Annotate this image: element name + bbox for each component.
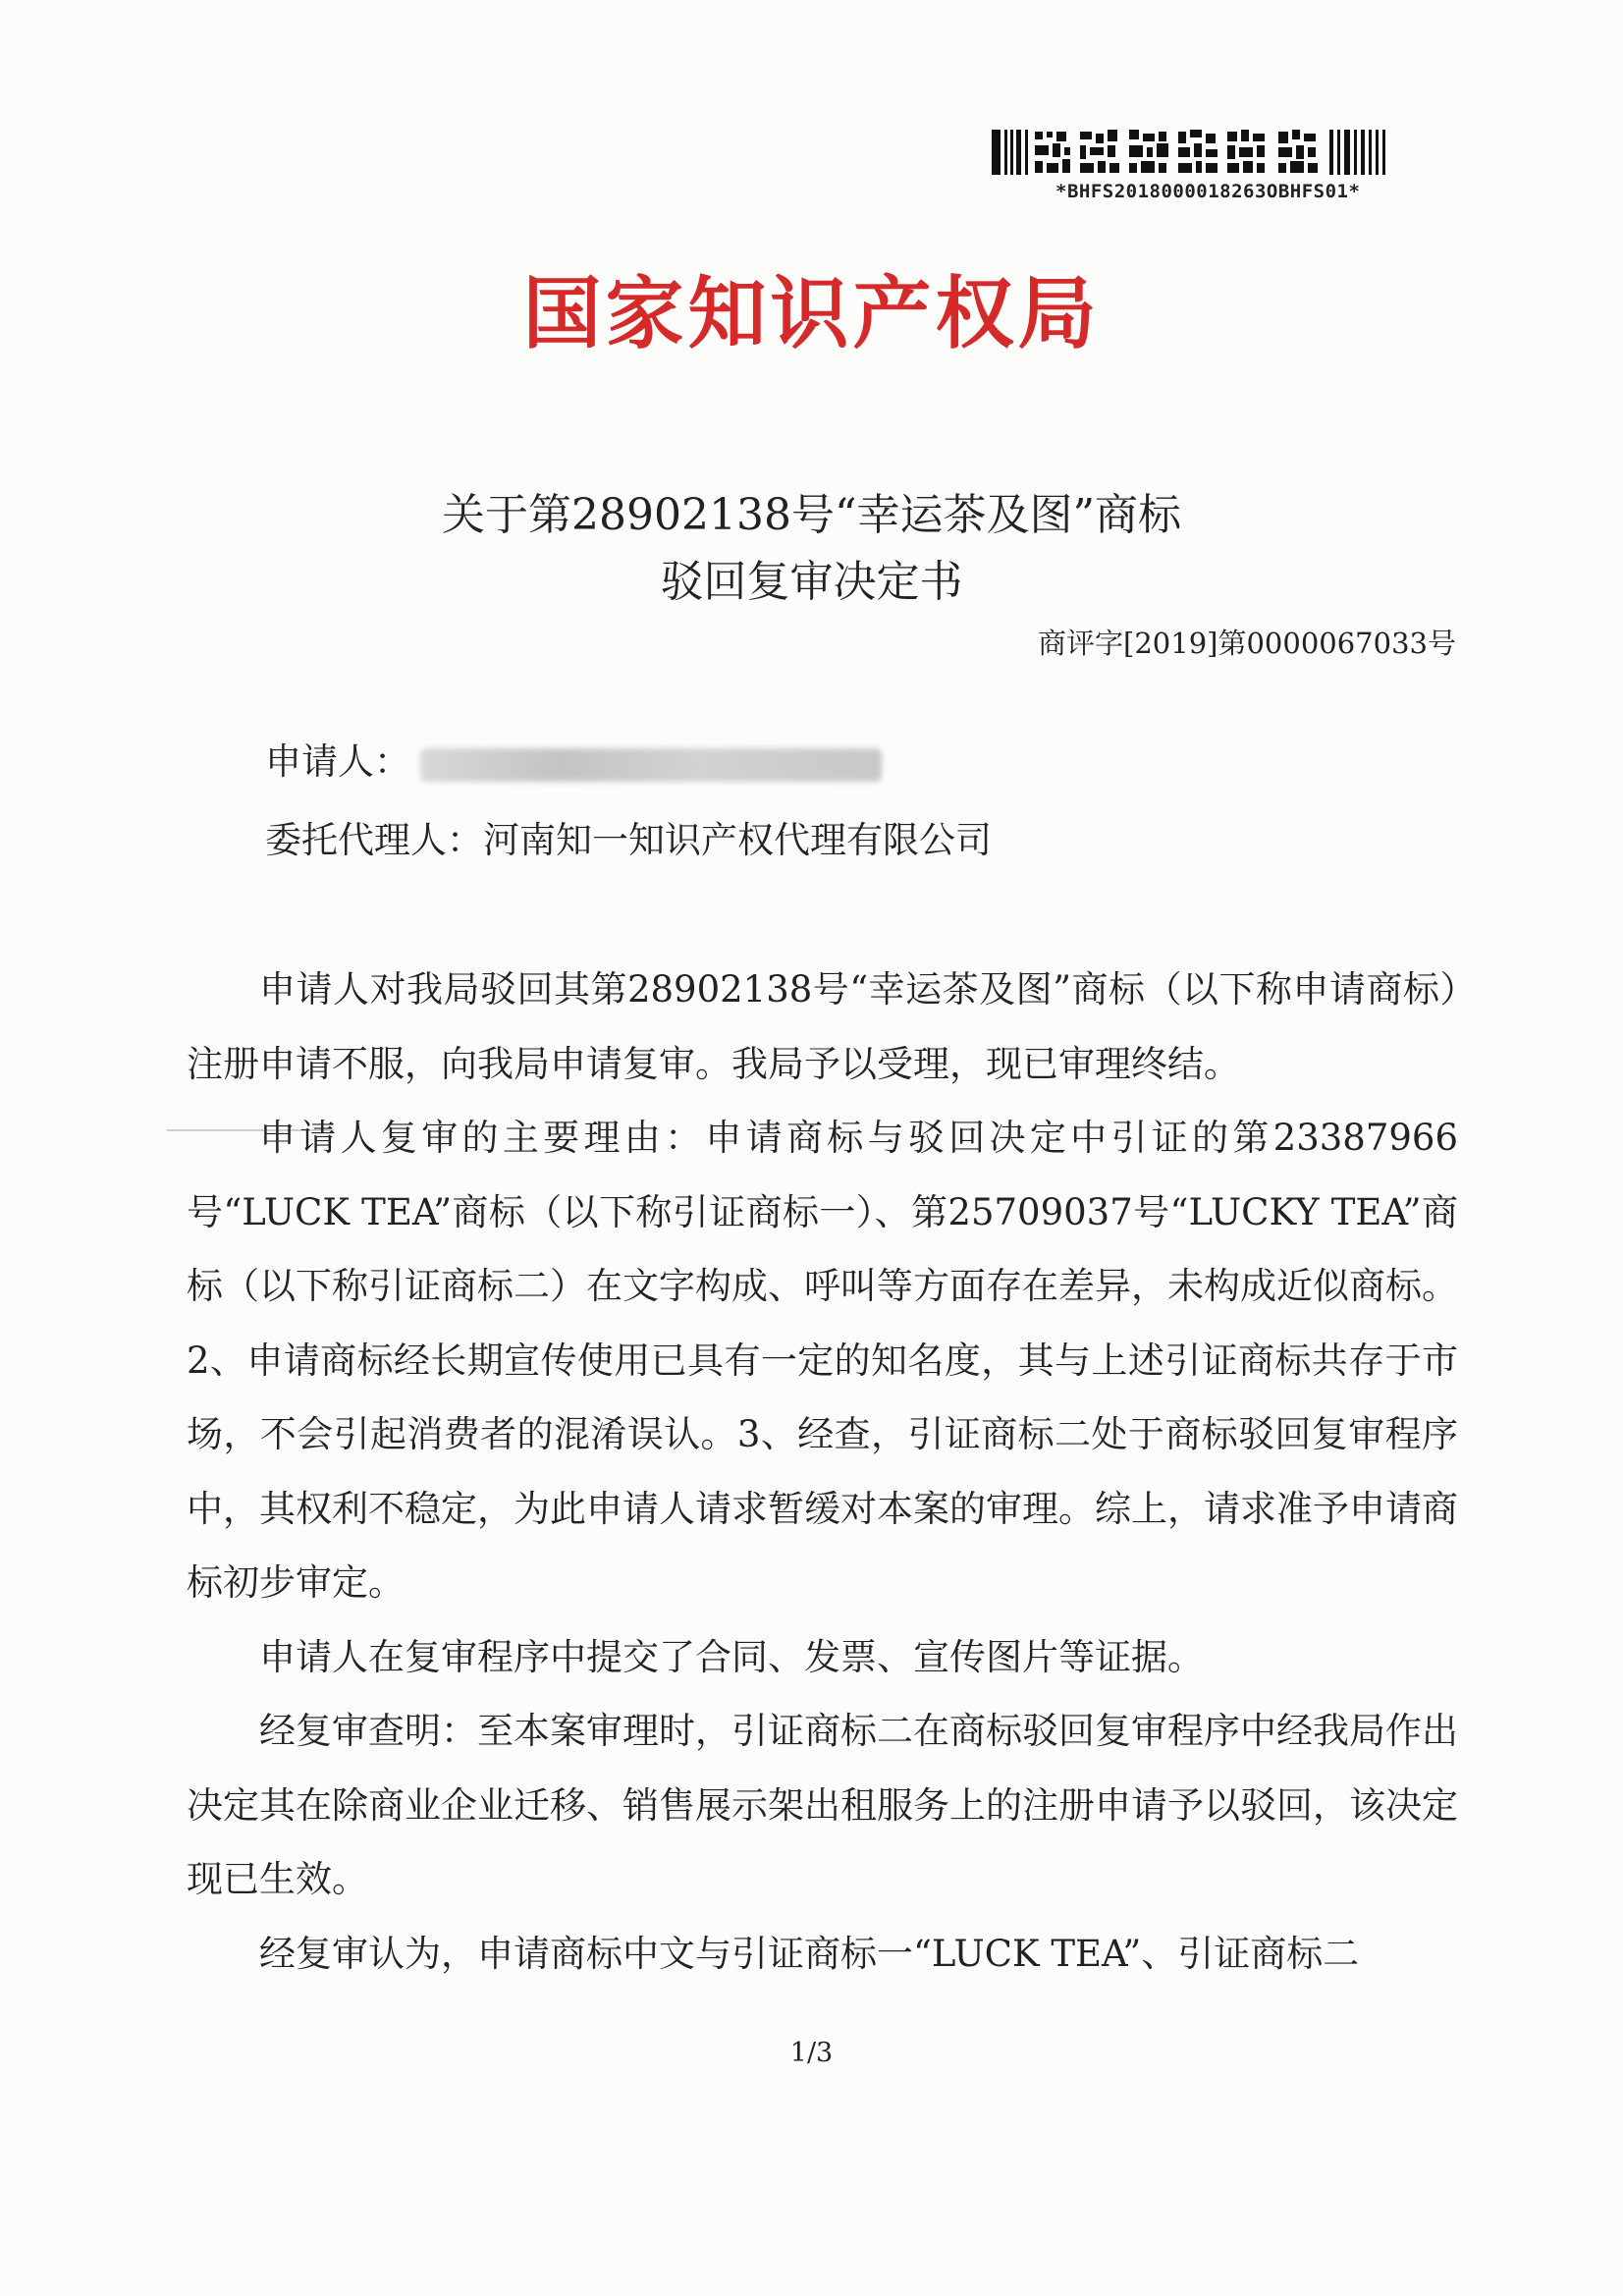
document-title-line2: 驳回复审决定书 xyxy=(660,557,963,607)
barcode-text: *BHFS2018000018263OBHFS01* xyxy=(1055,181,1361,202)
paragraph: 申请人在复审程序中提交了合同、发票、宣传图片等证据。 xyxy=(259,1635,1204,1678)
applicant-redacted-name xyxy=(420,748,882,782)
decision-body xyxy=(187,953,1458,1991)
agency-name: 国家知识产权局 xyxy=(522,268,1101,359)
page-number: 1/3 xyxy=(789,2038,834,2068)
document-number: 商评字[2019]第0000067033号 xyxy=(1038,627,1456,660)
paragraph: 经复审认为，申请商标中文与引证商标一“LUCK TEA”、引证商标二 xyxy=(259,1932,1360,1975)
paragraph: 申请人对我局驳回其第28902138号“幸运茶及图”商标（以下称申请商标）注册申请不服，向我局申请复审。我局予以受理，现已审理终结。 xyxy=(187,968,1458,1085)
barcode-graphic xyxy=(992,128,1404,177)
applicant-row xyxy=(265,732,882,785)
document-title-line1: 关于第28902138号“幸运茶及图”商标 xyxy=(442,490,1181,540)
paragraph: 申请人复审的主要理由：申请商标与驳回决定中引证的第23387966号“LUCK TEA”商标（以下称引证商标一）、第25709037号“LUCKY TEA”商标（以下称引证商标二）在文字构成、呼叫等方面存在差异，未构成近似商标。2、申请商标经长期宣传使用已具有一定的知名度，其与上述引证商标共存于市场，不会引起消费者的混淆误认。3、经查，引证商标二处于商标驳回复审程序中，其权利不稳定，为此申请人请求暂缓对本案的审理。综上，请求准予申请商标初步审定。 xyxy=(187,1117,1458,1604)
agent-row xyxy=(265,810,992,863)
agent-value: 河南知一知识产权代理有限公司 xyxy=(483,819,992,861)
applicant-label: 申请人： xyxy=(265,740,410,783)
paragraph: 经复审查明：至本案审理时，引证商标二在商标驳回复审程序中经我局作出决定其在除商业企业迁移、销售展示架出租服务上的注册申请予以驳回，该决定现已生效。 xyxy=(187,1710,1458,1900)
agent-label: 委托代理人： xyxy=(265,819,483,861)
